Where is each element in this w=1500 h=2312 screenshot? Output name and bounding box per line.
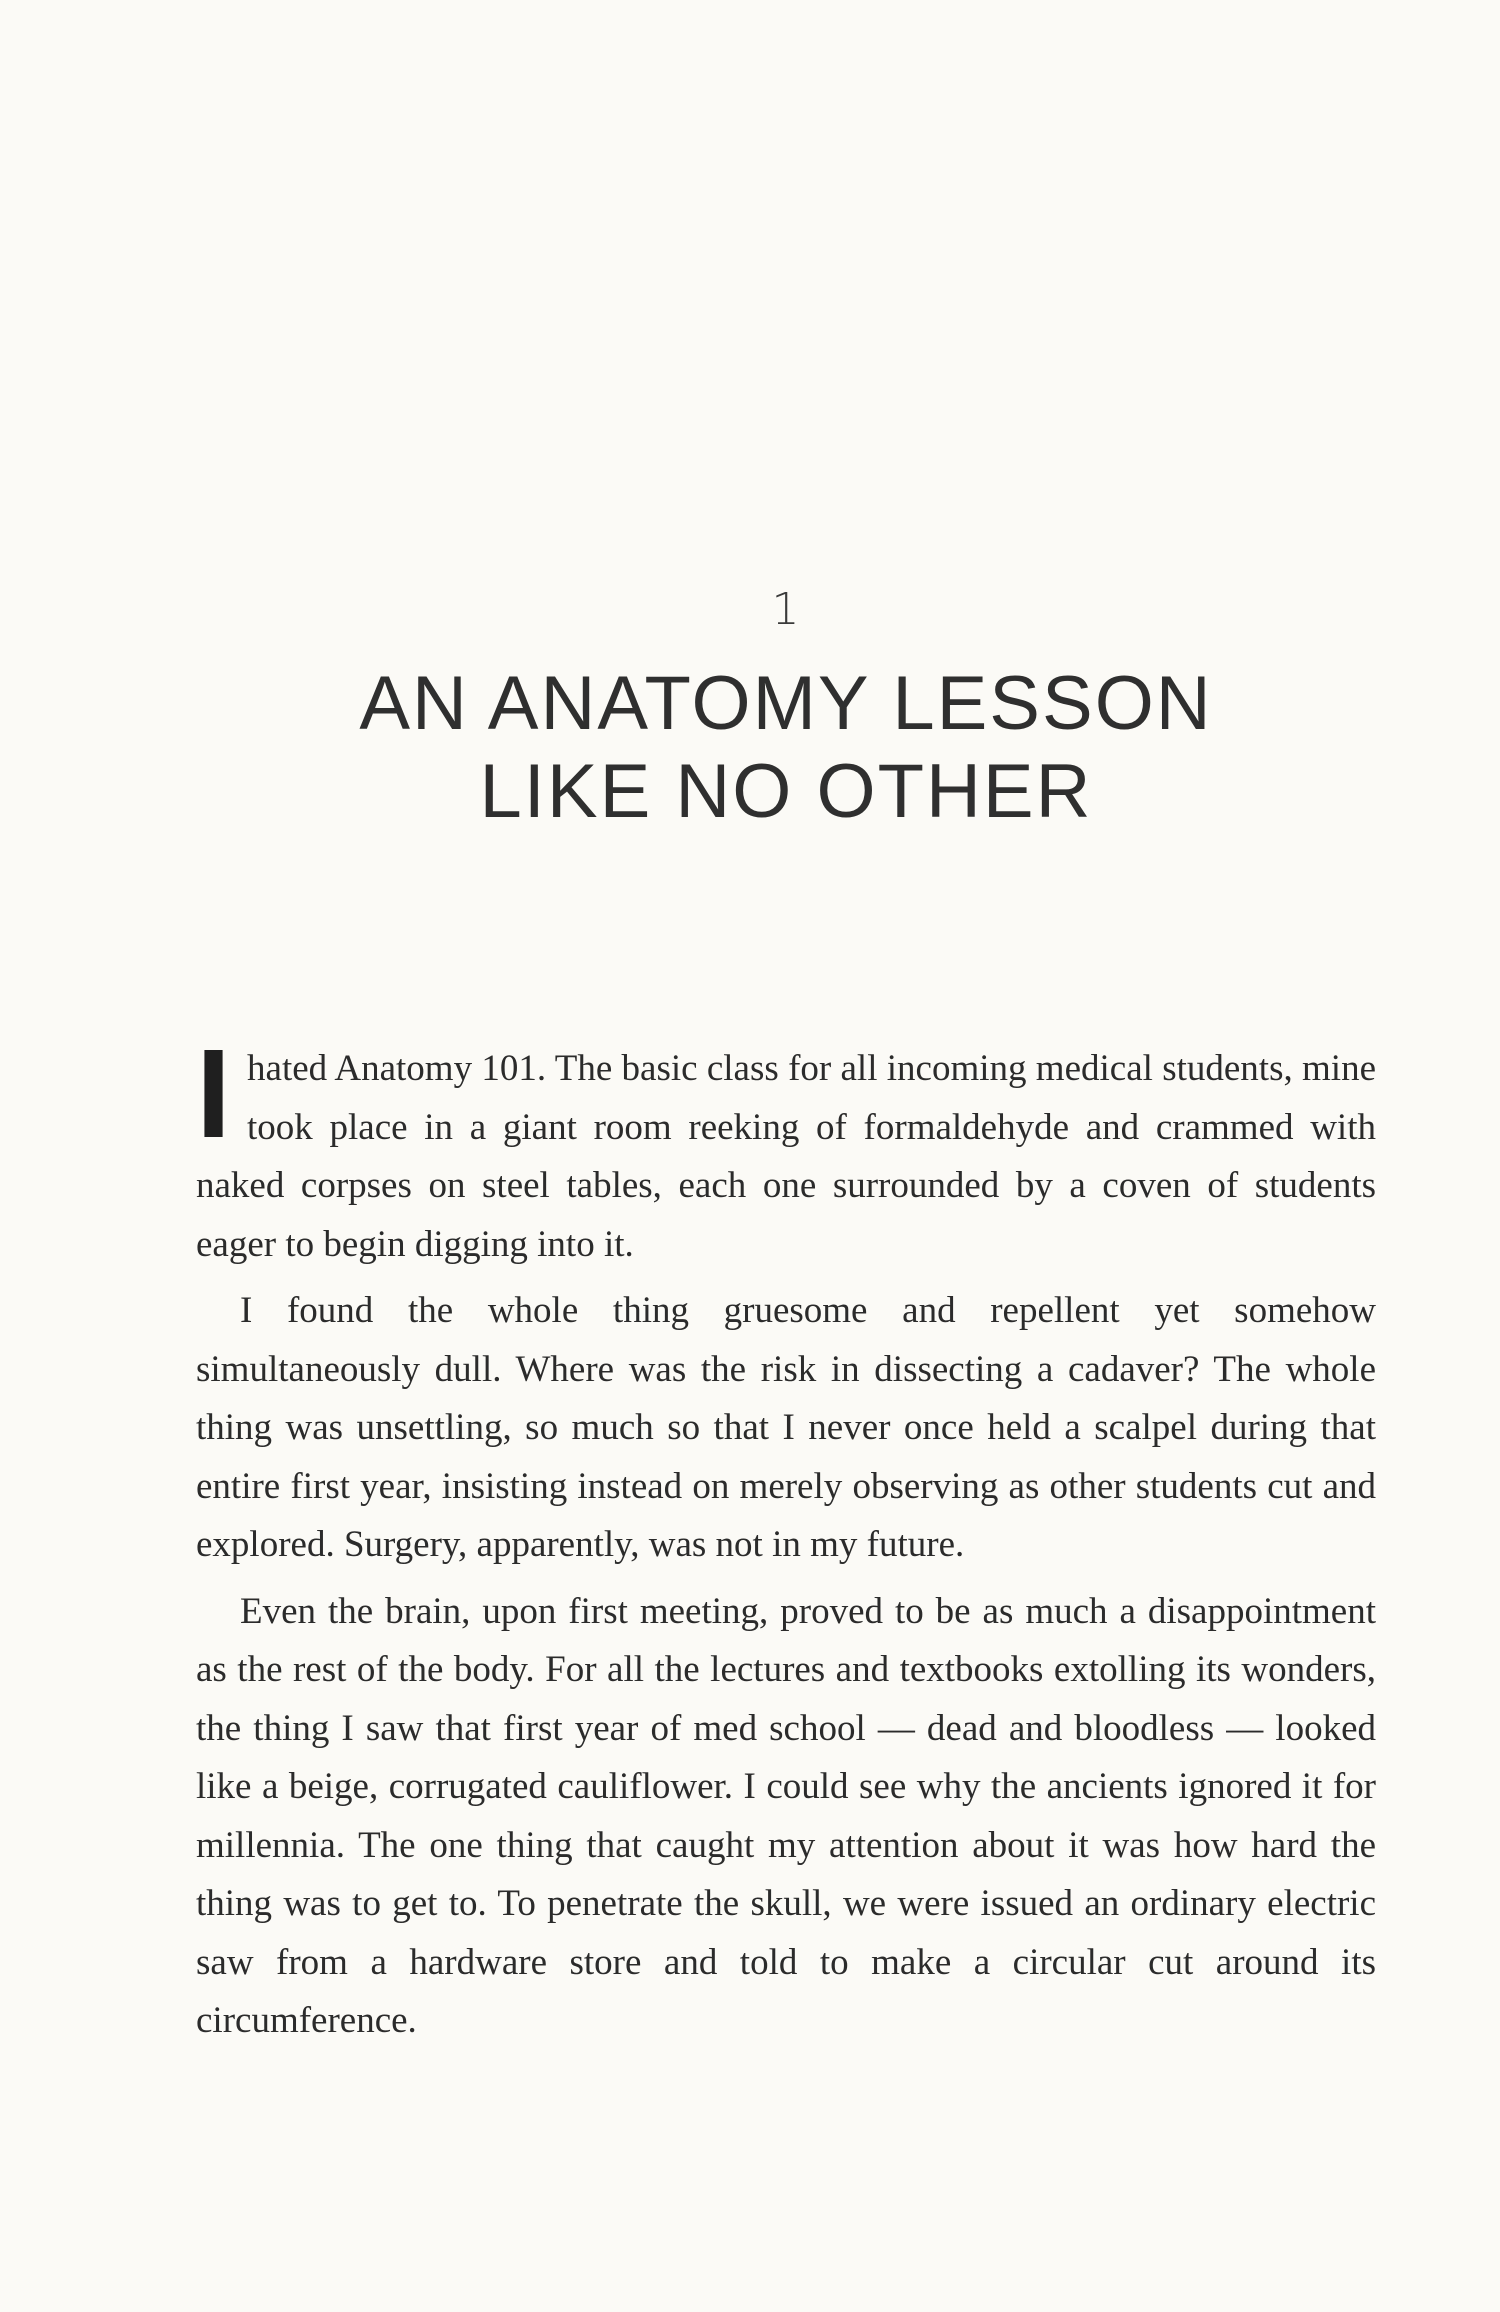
chapter-title-line-2: LIKE NO OTHER bbox=[479, 749, 1093, 834]
paragraph-1 bbox=[196, 1023, 1376, 1274]
paragraph-1-text: hated Anatomy 101. The basic class for all incoming medical students, mine took place in a giant room reeking of formaldehyde and crammed with naked corpses on steel tables, each one surrounded by a coven of students eager to begin digging into it. bbox=[196, 1048, 1376, 1265]
chapter-number: 1 bbox=[771, 584, 801, 635]
paragraph-3: Even the brain, upon first meeting, proved to be as much a disappointment as the rest of the body. For all the lectures and textbooks extolling its wonders, the thing I saw that first year of med school — dead and bloodless — looked like a beige, corrugated cauliflower. I could see why the ancients ignored it for millennia. The one thing that caught my attention about it was how hard the thing was to get to. To penetrate the skull, we were issued an ordinary electric saw from a hardware store and told to make a circular cut around its circumference. bbox=[196, 1590, 1376, 2041]
chapter-title-line-1: AN ANATOMY LESSON bbox=[359, 661, 1213, 746]
chapter-title bbox=[0, 660, 1500, 836]
drop-cap: I bbox=[196, 1023, 232, 1164]
body-text bbox=[196, 1023, 1376, 2059]
paragraph-2: I found the whole thing gruesome and repellent yet somehow simultaneously dull. Where was the risk in dissecting a cadaver? The whole thing was unsettling, so much so that I never once held a scalpel during that entire first year, insisting instead on merely observing as other students cut and explored. Surgery, apparently, was not in my future. bbox=[196, 1290, 1376, 1565]
